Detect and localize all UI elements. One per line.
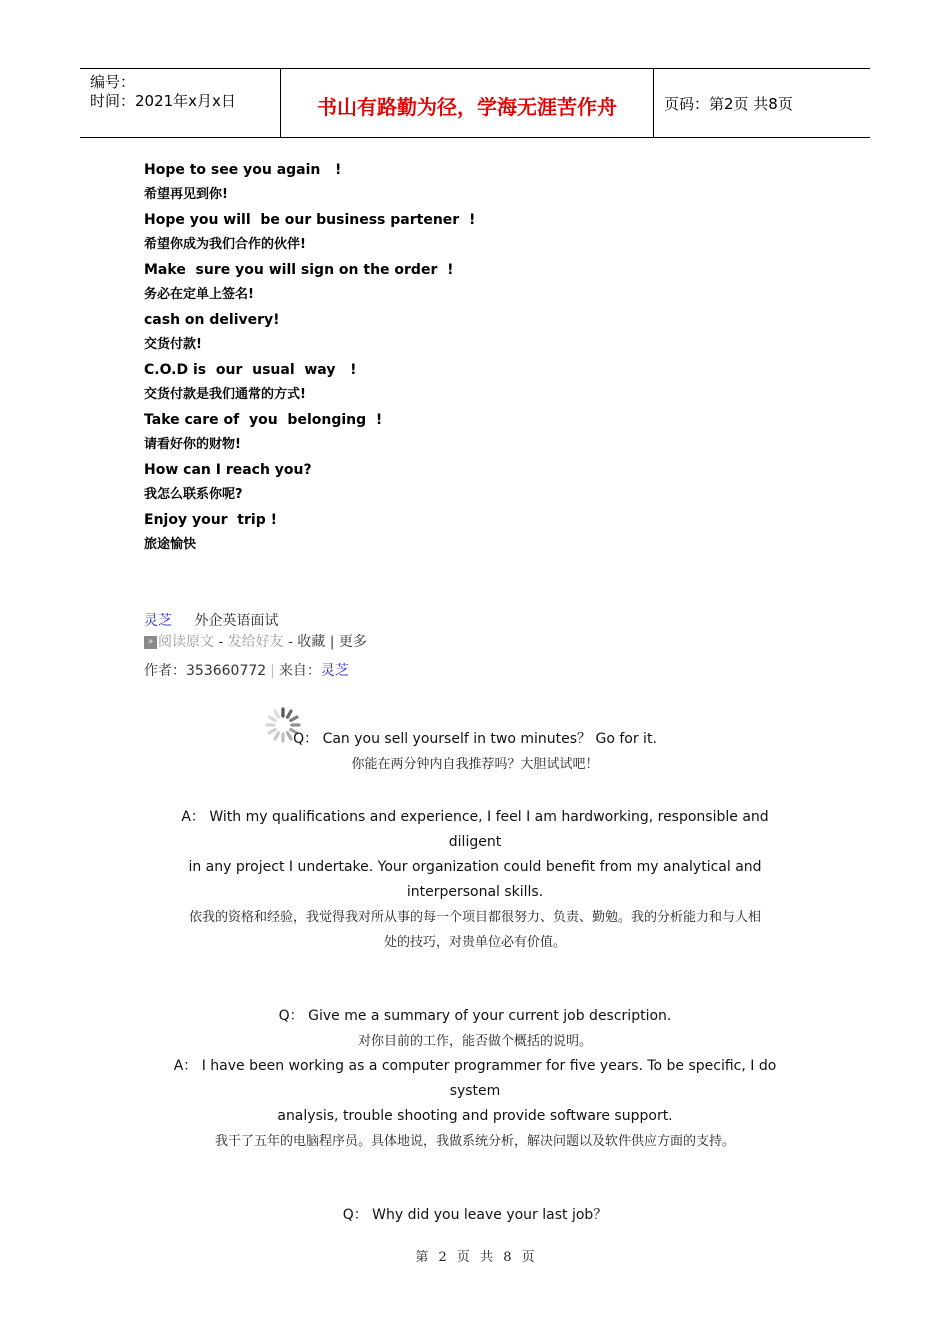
answer-text: analysis, trouble shooting and provide software support.	[277, 1108, 673, 1124]
answer-text: A： I have been working as a computer programmer for five years. To be specific, I do	[173, 1058, 777, 1074]
answer-block	[150, 805, 800, 955]
phrase-translation: 我怎么联系你呢?	[144, 487, 243, 502]
separator-dash: -	[218, 634, 224, 650]
phrase-line: Enjoy your trip !	[144, 512, 277, 528]
question-text: Q： Give me a summary of your current job description.	[278, 1008, 672, 1024]
phrase-line: Make sure you will sign on the order !	[144, 262, 454, 278]
author-line	[144, 660, 349, 680]
separator-bar: |	[329, 634, 335, 650]
answer-text: interpersonal skills.	[406, 884, 544, 900]
favorite-link[interactable]: 收藏	[297, 634, 326, 650]
source-link[interactable]: 灵芝	[144, 613, 172, 629]
article-title: 外企英语面试	[194, 613, 279, 629]
separator-bar: |	[270, 663, 275, 679]
phrase-line: cash on delivery!	[144, 312, 280, 328]
read-original-link[interactable]: 阅读原文	[158, 634, 214, 650]
phrase-translation: 交货付款!	[144, 337, 202, 352]
question-text: Q： Why did you leave your last job？	[342, 1207, 608, 1223]
separator-dash: -	[288, 634, 293, 650]
question-text: Q： Can you sell yourself in two minutes？ Go for it.	[293, 731, 657, 747]
send-to-friend-link[interactable]: 发给好友	[227, 634, 284, 650]
header-motto: 书山有路勤为径，学海无涯苦作舟	[317, 95, 617, 119]
phrase-translation: 请看好你的财物!	[144, 437, 241, 452]
answer-text: in any project I undertake. Your organization could benefit from my analytical and	[188, 859, 762, 875]
header-motto-cell	[281, 69, 654, 137]
answer-text: diligent	[448, 834, 502, 850]
phrase-translation: 希望再见到你!	[144, 187, 228, 202]
author-label: 作者：353660772	[144, 663, 267, 679]
answer-text: system	[449, 1083, 501, 1099]
header-info-cell	[80, 69, 281, 137]
qa-section	[150, 727, 800, 777]
question-translation: 对你目前的工作，能否做个概括的说明。	[357, 1034, 592, 1049]
phrase-translation: 希望你成为我们合作的伙伴!	[144, 237, 306, 252]
document-number-label: 编号：	[90, 73, 136, 91]
more-link[interactable]: 更多	[338, 634, 367, 650]
from-link[interactable]: 灵芝	[320, 663, 349, 679]
answer-translation: 我干了五年的电脑程序员。具体地说，我做系统分析，解决问题以及软件供应方面的支持。	[214, 1134, 735, 1149]
qa-section	[150, 1203, 800, 1228]
phrase-line: Take care of you belonging !	[144, 412, 383, 428]
phrase-list	[144, 160, 475, 560]
answer-text: A： With my qualifications and experience, I feel I am hardworking, responsible and	[181, 809, 769, 825]
phrase-translation: 交货付款是我们通常的方式!	[144, 387, 306, 402]
qa-section	[150, 1004, 800, 1154]
document-date-label: 时间：2021年x月x日	[90, 92, 236, 110]
phrase-translation: 务必在定单上签名!	[144, 287, 254, 302]
answer-translation: 依我的资格和经验，我觉得我对所从事的每一个项目都很努力、负责、勤勉。我的分析能力和与人相	[188, 910, 761, 925]
header-page-cell	[654, 69, 870, 137]
source-line	[144, 610, 278, 630]
phrase-line: C.O.D is our usual way !	[144, 362, 357, 378]
header-page-label: 页码：第2页 共8页	[664, 95, 793, 113]
phrase-line: Hope to see you again !	[144, 162, 342, 178]
question-translation: 你能在两分钟内自我推荐吗？大胆试试吧！	[351, 757, 599, 772]
article-actions	[144, 631, 367, 651]
from-label: 来自：	[278, 663, 321, 679]
page-header	[80, 68, 870, 138]
phrase-line: Hope you will be our business partener !	[144, 212, 476, 228]
forward-arrow-icon: »	[144, 636, 157, 649]
answer-translation: 处的技巧，对贵单位必有价值。	[383, 935, 566, 950]
page-footer: 第 2 页 共 8 页	[415, 1250, 535, 1265]
phrase-line: How can I reach you?	[144, 462, 312, 478]
phrase-translation: 旅途愉快	[144, 537, 197, 552]
